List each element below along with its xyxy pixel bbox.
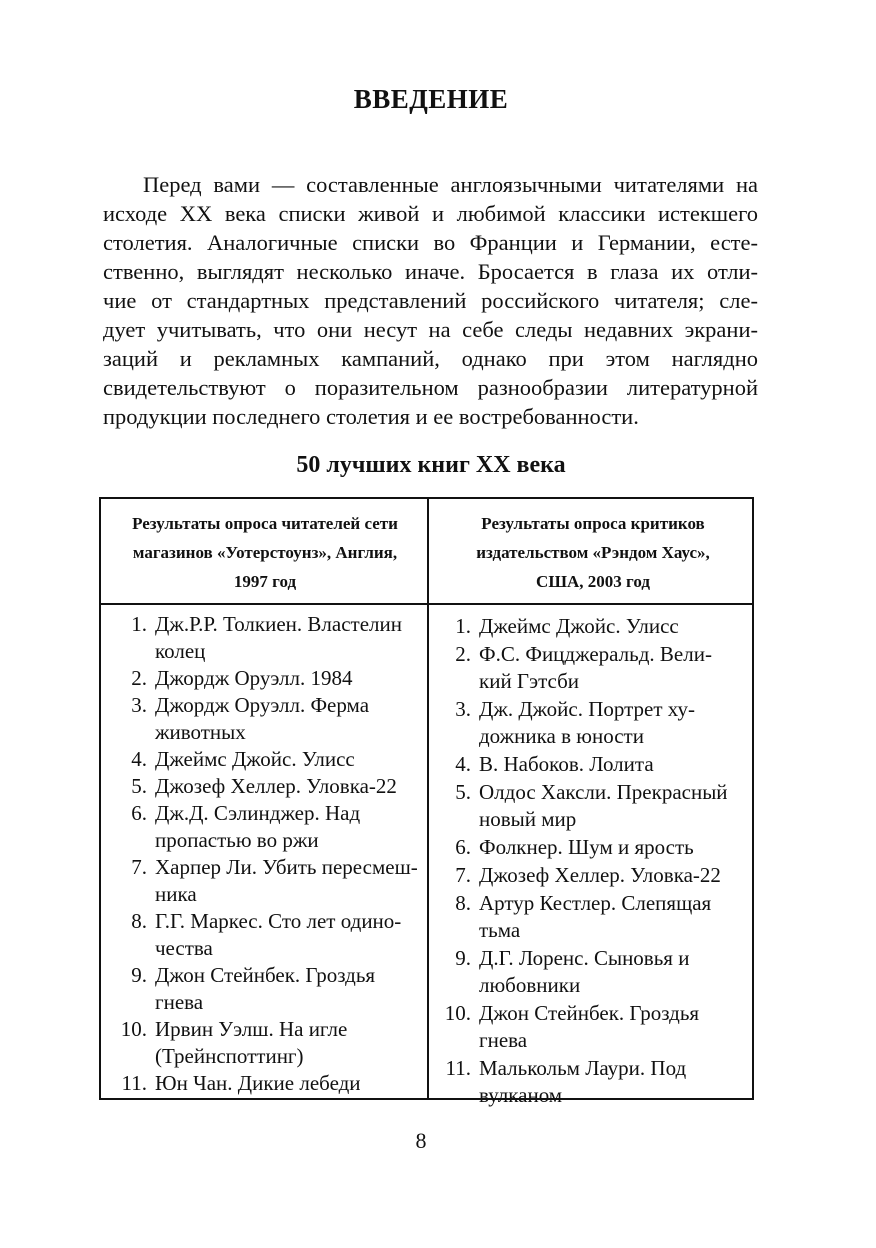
list-item-text: Ирвин Уэлш. На игле xyxy=(155,1017,348,1041)
list-item-text: Д.Г. Лоренс. Сыновья и xyxy=(479,946,690,970)
intro-line: исходе XX века списки живой и любимой классики истекшего xyxy=(103,201,758,226)
intro-line: свидетельствуют о поразительном разнообразии литературной xyxy=(103,375,758,400)
list-item-text: Харпер Ли. Убить пересмеш- xyxy=(155,855,418,879)
readers-list xyxy=(113,611,418,1097)
list-item-number: 4. xyxy=(131,747,147,771)
list-item-text: кий Гэтсби xyxy=(479,669,580,693)
list-item xyxy=(113,773,418,800)
table-header-divider xyxy=(101,603,752,605)
list-item xyxy=(437,862,743,889)
right-header-line: США, 2003 год xyxy=(536,572,650,591)
list-item-text: Артур Кестлер. Слепящая xyxy=(479,891,712,915)
list-item-text: Джозеф Хеллер. Уловка-22 xyxy=(479,863,721,887)
critics-list xyxy=(437,613,743,1110)
list-item-number: 9. xyxy=(455,946,471,970)
left-column-header xyxy=(109,509,421,596)
list-item-number: 10. xyxy=(444,1001,471,1025)
list-item-text: Г.Г. Маркес. Сто лет одино- xyxy=(155,909,402,933)
list-item-text: Фолкнер. Шум и ярость xyxy=(479,835,694,859)
list-item xyxy=(437,890,743,944)
list-item-text: Дж.Р.Р. Толкиен. Властелин xyxy=(155,612,402,636)
books-table xyxy=(99,497,754,1107)
list-item-text: В. Набоков. Лолита xyxy=(479,752,654,776)
list-item xyxy=(113,1070,418,1097)
list-item-number: 9. xyxy=(131,963,147,987)
list-item-text: дожника в юности xyxy=(479,724,644,748)
list-item-number: 6. xyxy=(131,801,147,825)
list-item-number: 5. xyxy=(455,780,471,804)
list-item-number: 8. xyxy=(455,891,471,915)
list-item-text: Юн Чан. Дикие лебеди xyxy=(155,1071,361,1095)
list-item-number: 3. xyxy=(455,697,471,721)
list-item xyxy=(437,751,743,778)
list-item xyxy=(113,692,418,746)
list-item-text: Джеймс Джойс. Улисс xyxy=(155,747,355,771)
list-item-number: 1. xyxy=(131,612,147,636)
list-item-text: пропастью во ржи xyxy=(155,828,319,852)
list-item-text: чества xyxy=(155,936,213,960)
list-item-text: Джордж Оруэлл. 1984 xyxy=(155,666,353,690)
list-item xyxy=(437,613,743,640)
list-item-text: тьма xyxy=(479,918,521,942)
right-header-line: издательством «Рэндом Хаус», xyxy=(476,543,710,562)
list-item xyxy=(113,746,418,773)
left-header-line: магазинов «Уотерстоунз», Англия, xyxy=(132,543,398,562)
right-header-line: Результаты опроса критиков xyxy=(481,514,705,533)
list-item-number: 8. xyxy=(131,909,147,933)
intro-line: ственно, выглядят несколько иначе. Бросается в глаза их отли- xyxy=(103,259,758,284)
list-item-number: 4. xyxy=(455,752,471,776)
list-item-text: колец xyxy=(155,639,206,663)
list-item-text: животных xyxy=(155,720,246,744)
intro-line: столетия. Аналогичные списки во Франции и Германии, есте- xyxy=(103,230,758,255)
list-item-text: новый мир xyxy=(479,807,577,831)
list-item-number: 2. xyxy=(455,642,471,666)
list-item xyxy=(113,611,418,665)
list-item-text: Джеймс Джойс. Улисс xyxy=(479,614,679,638)
list-item-number: 6. xyxy=(455,835,471,859)
table-column-divider xyxy=(427,499,429,1098)
table-title: 50 лучших книг XX века xyxy=(296,452,566,478)
list-item-text: (Трейнспоттинг) xyxy=(155,1044,304,1068)
list-item xyxy=(113,1016,418,1070)
list-item xyxy=(113,962,418,1016)
list-item xyxy=(437,1055,743,1109)
list-item-text: любовники xyxy=(479,973,581,997)
list-item xyxy=(113,854,418,908)
list-item-text: Малькольм Лаури. Под xyxy=(479,1056,687,1080)
page-title: ВВЕДЕНИЕ xyxy=(353,84,509,114)
list-item-text: Дж. Джойс. Портрет ху- xyxy=(479,697,695,721)
list-item-text: Олдос Хаксли. Прекрасный xyxy=(479,780,728,804)
list-item-number: 11. xyxy=(445,1056,471,1080)
list-item-text: вулканом xyxy=(479,1083,563,1107)
page-number: 8 xyxy=(415,1128,427,1153)
left-header-line: Результаты опроса читателей сети xyxy=(132,514,398,533)
list-item-text: Дж.Д. Сэлинджер. Над xyxy=(155,801,361,825)
list-item-number: 3. xyxy=(131,693,147,717)
intro-line: чие от стандартных представлений российского читателя; сле- xyxy=(103,288,758,313)
intro-line: дует учитывать, что они несут на себе следы недавних экрани- xyxy=(103,317,758,342)
list-item-text: гнева xyxy=(155,990,204,1014)
list-item xyxy=(437,945,743,999)
intro-line: заций и рекламных кампаний, однако при этом наглядно xyxy=(103,346,758,371)
list-item-text: Ф.С. Фицджеральд. Вели- xyxy=(479,642,712,666)
list-item xyxy=(437,641,743,695)
intro-line: Перед вами — составленные англоязычными читателями на xyxy=(143,172,758,197)
right-column-header xyxy=(437,509,749,596)
list-item-text: Джон Стейнбек. Гроздья xyxy=(155,963,376,987)
list-item xyxy=(437,779,743,833)
list-item-text: гнева xyxy=(479,1028,528,1052)
list-item-text: ника xyxy=(155,882,197,906)
list-item-number: 5. xyxy=(131,774,147,798)
list-item xyxy=(113,800,418,854)
list-item xyxy=(437,1000,743,1054)
intro-paragraph xyxy=(103,170,758,431)
left-header-line: 1997 год xyxy=(233,572,297,591)
list-item-number: 2. xyxy=(131,666,147,690)
list-item-number: 7. xyxy=(131,855,147,879)
list-item xyxy=(437,696,743,750)
list-item-number: 1. xyxy=(455,614,471,638)
list-item-number: 11. xyxy=(121,1071,147,1095)
list-item-text: Джон Стейнбек. Гроздья xyxy=(479,1001,700,1025)
list-item xyxy=(437,834,743,861)
list-item-number: 10. xyxy=(120,1017,147,1041)
intro-line: продукции последнего столетия и ее востребованности. xyxy=(103,404,639,429)
list-item-number: 7. xyxy=(455,863,471,887)
list-item-text: Джозеф Хеллер. Уловка-22 xyxy=(155,774,397,798)
list-item xyxy=(113,665,418,692)
list-item xyxy=(113,908,418,962)
list-item-text: Джордж Оруэлл. Ферма xyxy=(155,693,370,717)
